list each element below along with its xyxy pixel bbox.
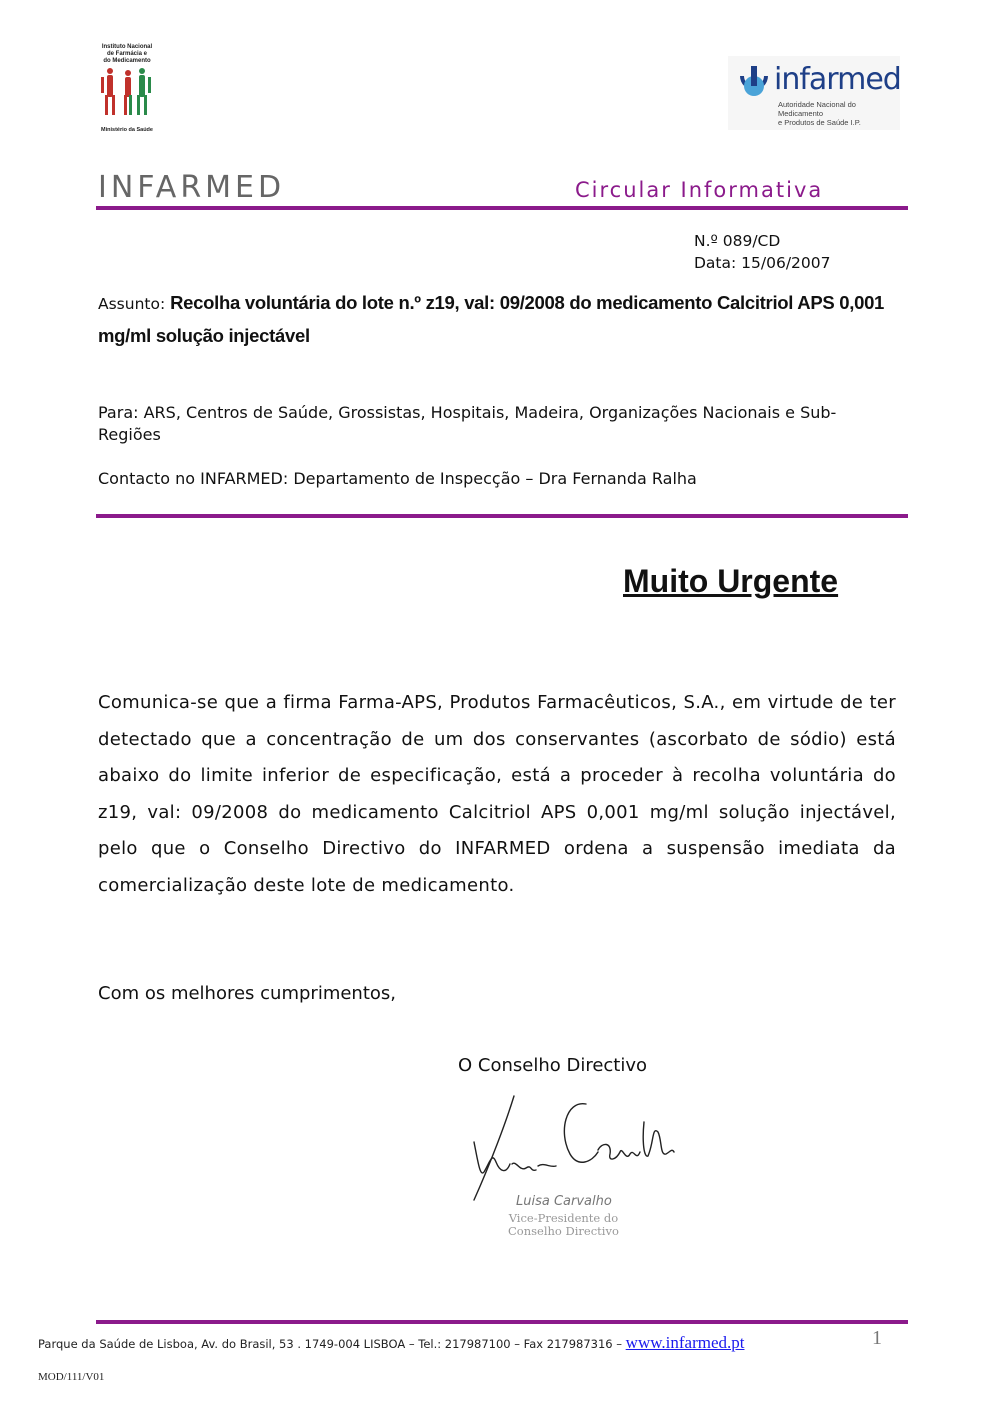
- subject: [98, 287, 908, 353]
- form-code: MOD/111/V01: [38, 1371, 105, 1383]
- logo-institute-line-3: do Medicamento: [103, 58, 151, 64]
- logo-brand-text: infarmed: [774, 62, 901, 97]
- recipients: Para: ARS, Centros de Saúde, Grossistas, Hospitais, Madeira, Organizações Nacionais e Sub-Regiões: [98, 403, 837, 444]
- header-title: INFARMED: [98, 170, 286, 205]
- infarmed-drop-icon: [736, 64, 772, 104]
- signatory-body: O Conselho Directivo: [458, 1055, 648, 1076]
- circular-date: Data: 15/06/2007: [694, 254, 831, 272]
- header-divider: [96, 206, 908, 210]
- signature: [466, 1092, 676, 1240]
- logo-institute-line-1: Instituto Nacional: [101, 44, 153, 50]
- section-divider: [96, 514, 908, 518]
- footer-address-text: Parque da Saúde de Lisboa, Av. do Brasil, 53 . 1749-004 LISBOA – Tel.: 217987100 – Fax 217987316 –: [38, 1337, 626, 1351]
- circular-number: N.º 089/CD: [694, 232, 781, 250]
- handwritten-signature-icon: [466, 1092, 676, 1202]
- closing-line: Com os melhores cumprimentos,: [98, 983, 397, 1004]
- subject-text: Recolha voluntária do lote n.º z19, val: 09/2008 do medicamento Calcitriol APS 0,001 mg/ml solução injectável: [98, 292, 885, 346]
- logo-subtitle-line-1: Autoridade Nacional do Medicamento: [778, 100, 856, 118]
- signature-role-line-1: Vice-Presidente do: [508, 1211, 619, 1225]
- header-document-type: Circular Informativa: [575, 178, 824, 202]
- figures-emblem-icon: [96, 65, 158, 121]
- website-link[interactable]: www.infarmed.pt: [625, 1333, 745, 1352]
- subject-label: Assunto:: [98, 295, 166, 313]
- logo-subtitle: [778, 100, 900, 127]
- page-number: 1: [872, 1327, 882, 1349]
- footer-address: [38, 1333, 744, 1353]
- ministry-logo: [96, 44, 158, 136]
- infarmed-logo: [728, 56, 900, 130]
- logo-institute-line-2: de Farmácia e: [106, 51, 148, 57]
- signature-role-line-2: Conselho Directivo: [508, 1224, 619, 1238]
- logo-ministry-label: Ministério da Saúde: [101, 127, 153, 133]
- contact: Contacto no INFARMED: Departamento de Inspecção – Dra Fernanda Ralha: [98, 469, 697, 488]
- urgency-heading: Muito Urgente: [623, 563, 839, 599]
- signature-name: Luisa Carvalho: [516, 1194, 612, 1209]
- body-paragraph: Comunica-se que a firma Farma-APS, Produtos Farmacêuticos, S.A., em virtude de ter detectado que a concentração de um dos conservantes (ascorbato de sódio) está abaixo do limite inferior de especificação, está a proceder à recolha voluntária do z19, val: 09/2008 do medicamento Calcitriol APS 0,001 mg/ml solução injectável, pelo que o Conselho Directivo do INFARMED ordena a suspensão imediata da comercialização deste lote de medicamento.: [98, 692, 896, 896]
- signature-role: [508, 1212, 619, 1238]
- logo-subtitle-line-2: e Produtos de Saúde I.P.: [778, 118, 861, 127]
- footer-divider: [96, 1320, 908, 1324]
